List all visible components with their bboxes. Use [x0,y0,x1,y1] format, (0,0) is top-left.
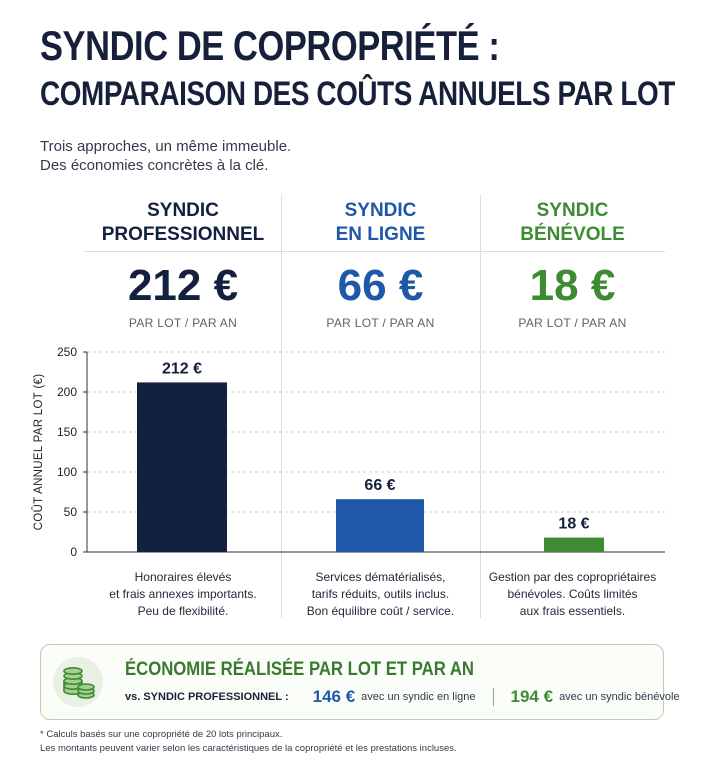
description-line: Bon équilibre coût / service. [306,604,455,618]
bar-data-label: 66 € [364,477,396,495]
header-divider [480,251,665,252]
savings-divider [493,688,494,706]
y-tick-label: 250 [56,345,77,359]
description-line: Honoraires élevés [134,570,232,584]
annual-cost-value: 212 € [127,261,239,310]
savings-details [125,687,680,707]
column-header [480,199,665,247]
column-description [480,569,665,620]
y-tick-label: 50 [63,505,77,519]
y-tick-label: 150 [56,425,77,439]
column-header-line: BÉNÉVOLE [520,224,625,245]
description-line: Services dématérialisés, [315,570,446,584]
header-divider [281,251,480,252]
bar-data-label: 212 € [161,360,203,378]
coins-icon [53,657,103,707]
column-header-line: EN LIGNE [335,224,426,245]
column-description [85,569,281,620]
column-header [281,199,480,247]
description-line: Gestion par des copropriétaires [488,570,657,584]
column-description [281,569,480,620]
header-divider [85,251,281,252]
page-subtitle-heading: COMPARAISON DES COÛTS ANNUELS PAR LOT [40,75,675,113]
bar-chart [0,330,701,570]
column-header-line: SYNDIC [344,200,417,221]
y-tick-label: 0 [70,545,77,559]
intro-text [40,137,291,175]
footnote [40,728,457,756]
intro-line-2: Des économies concrètes à la clé. [40,157,269,174]
footnote-line: Les montants peuvent varier selon les caractéristiques de la copropriété et les prestations incluses. [40,743,457,754]
page-title: SYNDIC DE COPROPRIÉTÉ : [40,22,500,69]
y-tick-label: 200 [56,385,77,399]
savings-amount-volunteer: 194 € [510,687,554,706]
unit-label: PAR LOT / PAR AN [518,316,627,330]
bar-data-label: 18 € [558,515,590,533]
description-line: bénévoles. Coûts limités [507,587,638,601]
unit-label: PAR LOT / PAR AN [326,316,435,330]
bar [137,382,227,552]
y-axis-label: COÛT ANNUEL PAR LOT (€) [33,373,45,531]
savings-text-volunteer: avec un syndic bénévole [559,691,680,703]
bar [544,538,604,552]
column-header-line: SYNDIC [536,200,609,221]
column-header [85,199,281,247]
savings-title: ÉCONOMIE RÉALISÉE PAR LOT ET PAR AN [125,659,474,680]
y-tick-label: 100 [56,465,77,479]
column-header-line: PROFESSIONNEL [101,224,265,245]
description-line: tarifs réduits, outils inclus. [311,587,450,601]
footnote-line: * Calculs basés sur une copropriété de 20 lots principaux. [40,729,283,740]
savings-text-online: avec un syndic en ligne [361,691,476,703]
description-line: Peu de flexibilité. [137,604,229,618]
intro-line-1: Trois approches, un même immeuble. [40,138,292,155]
bar [336,499,424,552]
comparison-label: vs. SYNDIC PROFESSIONNEL : [125,691,289,703]
description-line: aux frais essentiels. [519,604,626,618]
savings-box [40,644,680,720]
annual-cost-value: 66 € [337,261,424,310]
unit-label: PAR LOT / PAR AN [128,316,238,330]
description-line: et frais annexes importants. [109,587,257,601]
savings-amount-online: 146 € [312,687,356,706]
annual-cost-value: 18 € [529,261,616,310]
column-header-line: SYNDIC [147,200,219,221]
